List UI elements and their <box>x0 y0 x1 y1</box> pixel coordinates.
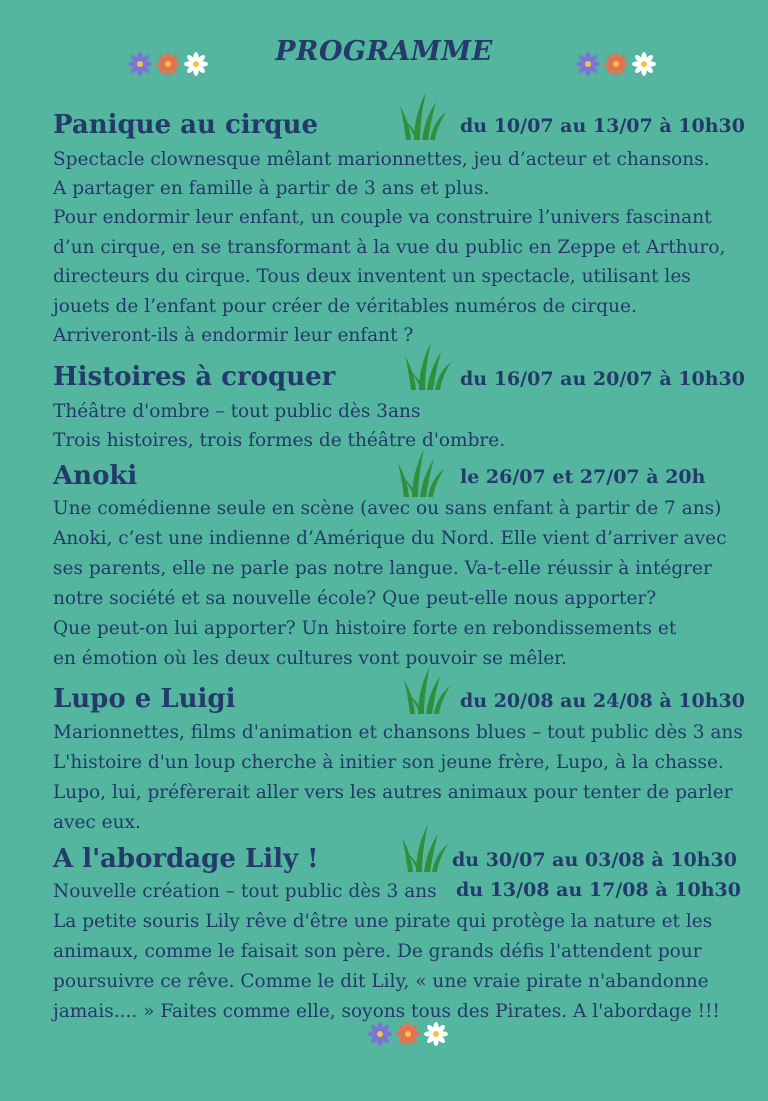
show-title: Panique au cirque <box>53 110 318 140</box>
description-line: A partager en famille à partir de 3 ans et plus. <box>53 178 490 199</box>
description-line: Théâtre d'ombre – tout public dès 3ans <box>53 401 421 422</box>
grass-icon <box>405 340 453 392</box>
show-date: le 26/07 et 27/07 à 20h <box>460 466 706 488</box>
description-line: Lupo, lui, préfèrerait aller vers les autres animaux pour tenter de parler <box>53 782 733 803</box>
description-line: Une comédienne seule en scène (avec ou sans enfant à partir de 7 ans) <box>53 498 722 519</box>
description-line: notre société et sa nouvelle école? Que peut-elle nous apporter? <box>53 588 657 609</box>
description-line: Spectacle clownesque mêlant marionnettes, jeu d’acteur et chansons. <box>53 149 710 170</box>
grass-icon <box>404 664 452 716</box>
purple-flower-icon <box>368 1022 392 1046</box>
orange-flower-icon <box>604 52 628 76</box>
orange-flower-icon <box>396 1022 420 1046</box>
show-title: Lupo e Luigi <box>53 684 236 714</box>
show-date-second: du 13/08 au 17/08 à 10h30 <box>456 879 741 901</box>
show-date: du 30/07 au 03/08 à 10h30 <box>452 849 737 871</box>
description-line: poursuivre ce rêve. Comme le dit Lily, « une vraie pirate n'abandonne <box>53 971 709 992</box>
description-line: directeurs du cirque. Tous deux inventent un spectacle, utilisant les <box>53 266 691 287</box>
grass-icon <box>400 90 448 142</box>
show-date: du 10/07 au 13/07 à 10h30 <box>460 115 745 137</box>
white-flower-icon <box>632 52 656 76</box>
show-date: du 20/08 au 24/08 à 10h30 <box>460 690 745 712</box>
flower-group-bottom <box>368 1022 448 1046</box>
white-flower-icon <box>184 52 208 76</box>
show-date: du 16/07 au 20/07 à 10h30 <box>460 368 745 390</box>
description-line: Trois histoires, trois formes de théâtre d'ombre. <box>53 430 506 451</box>
grass-icon <box>402 822 450 874</box>
description-line: avec eux. <box>53 812 141 833</box>
purple-flower-icon <box>128 52 152 76</box>
white-flower-icon <box>424 1022 448 1046</box>
description-line: L'histoire d'un loup cherche à initier son jeune frère, Lupo, à la chasse. <box>53 752 724 773</box>
description-line: Que peut-on lui apporter? Un histoire forte en rebondissements et <box>53 618 677 639</box>
description-line: animaux, comme le faisait son père. De grands défis l'attendent pour <box>53 941 702 962</box>
description-line: Nouvelle création – tout public dès 3 ans <box>53 881 437 902</box>
show-title: Histoires à croquer <box>53 362 336 392</box>
description-line: d’un cirque, en se transformant à la vue du public en Zeppe et Arthuro, <box>53 237 726 258</box>
description-line: Pour endormir leur enfant, un couple va construire l’univers fascinant <box>53 207 712 228</box>
description-line: ses parents, elle ne parle pas notre langue. Va-t-elle réussir à intégrer <box>53 558 712 579</box>
description-line: jamais.... » Faites comme elle, soyons tous des Pirates. A l'abordage !!! <box>53 1001 720 1022</box>
description-line: Anoki, c’est une indienne d’Amérique du Nord. Elle vient d’arriver avec <box>53 528 727 549</box>
page-title: PROGRAMME <box>275 36 493 67</box>
orange-flower-icon <box>156 52 180 76</box>
description-line: La petite souris Lily rêve d'être une pirate qui protège la nature et les <box>53 911 713 932</box>
description-line: en émotion où les deux cultures vont pouvoir se mêler. <box>53 648 567 669</box>
description-line: jouets de l’enfant pour créer de véritables numéros de cirque. <box>53 296 637 317</box>
description-line: Marionnettes, films d'animation et chansons blues – tout public dès 3 ans <box>53 722 743 743</box>
purple-flower-icon <box>576 52 600 76</box>
description-line: Arriveront-ils à endormir leur enfant ? <box>53 325 414 346</box>
flower-group-top-right <box>576 52 656 76</box>
show-title: A l'abordage Lily ! <box>53 844 319 874</box>
grass-icon <box>398 447 446 499</box>
flower-group-top-left <box>128 52 208 76</box>
show-title: Anoki <box>53 461 138 491</box>
